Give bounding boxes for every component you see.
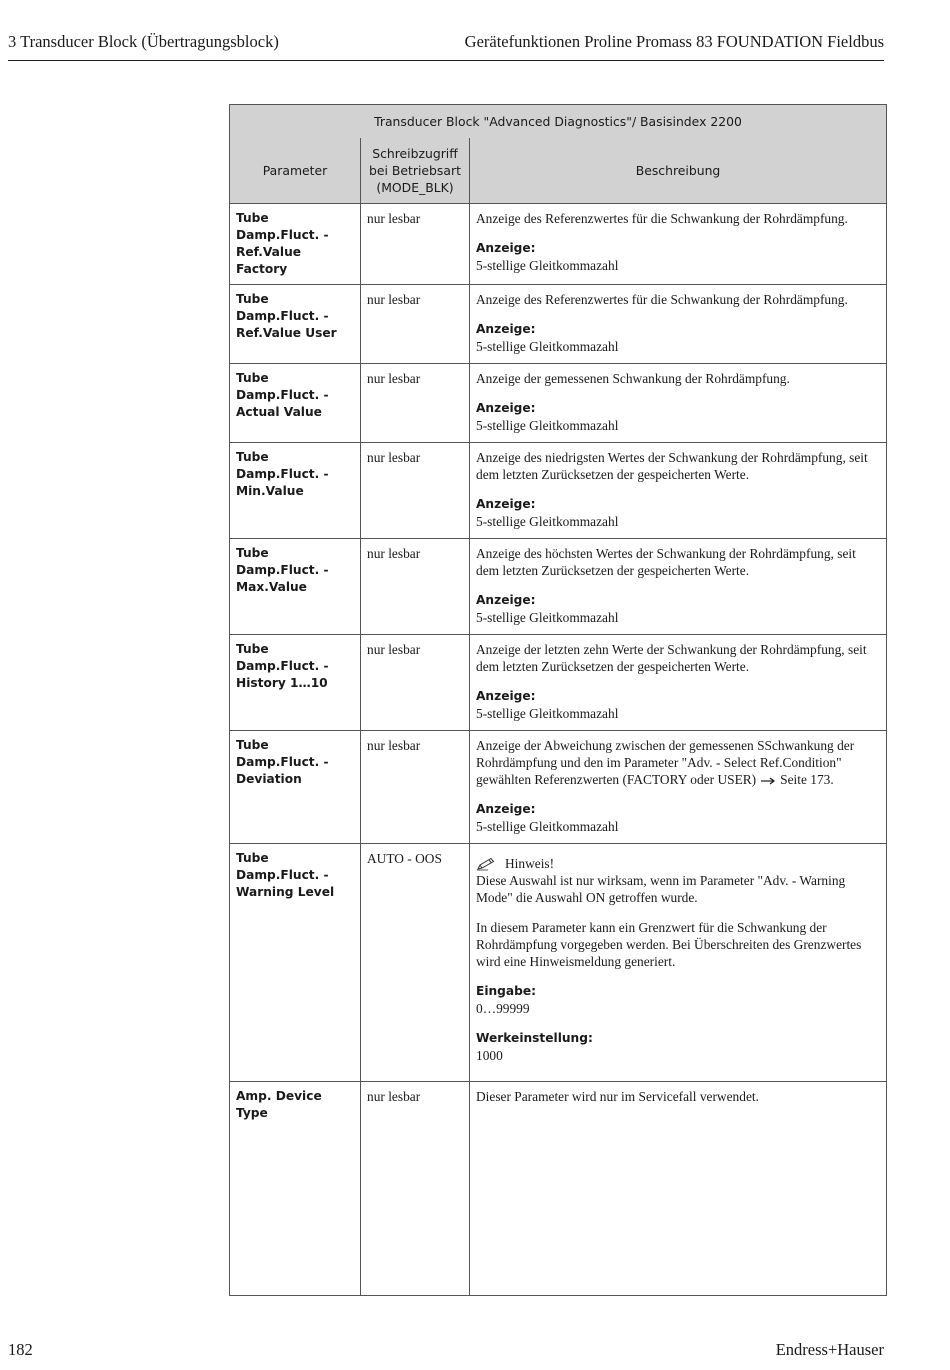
- input-label: Eingabe:: [476, 984, 536, 998]
- parameter-name: Tube Damp.Fluct. - History 1…10: [230, 635, 361, 731]
- table-title: Transducer Block "Advanced Diagnostics"/ Basisindex 2200: [230, 105, 887, 139]
- page-reference-link[interactable]: Seite 173.: [780, 772, 834, 787]
- parameter-name: Tube Damp.Fluct. - Actual Value: [230, 364, 361, 443]
- description-cell: [470, 1082, 887, 1296]
- value-label: Anzeige:: [476, 322, 536, 336]
- column-header-access: Schreibzugriff bei Betriebsart (MODE_BLK): [361, 138, 470, 204]
- value-text: 5-stellige Gleitkommazahl: [476, 258, 619, 273]
- access-mode: nur lesbar: [361, 635, 470, 731]
- description-text: Anzeige des Referenzwertes für die Schwankung der Rohrdämpfung.: [476, 211, 848, 226]
- parameter-name: Tube Damp.Fluct. - Min.Value: [230, 443, 361, 539]
- parameter-name: Tube Damp.Fluct. - Warning Level: [230, 844, 361, 1082]
- value-label: Anzeige:: [476, 241, 536, 255]
- default-label: Werkeinstellung:: [476, 1031, 593, 1045]
- description-cell: [470, 204, 887, 285]
- parameter-name: Tube Damp.Fluct. - Ref.Value Factory: [230, 204, 361, 285]
- description-cell: [470, 443, 887, 539]
- arrow-right-icon: [760, 776, 776, 786]
- description-cell: [470, 539, 887, 635]
- chapter-title: 3 Transducer Block (Übertragungsblock): [8, 32, 279, 51]
- table-row: [230, 635, 887, 731]
- value-label: Anzeige:: [476, 802, 536, 816]
- hint-title: Hinweis!: [505, 856, 555, 871]
- access-mode: nur lesbar: [361, 443, 470, 539]
- description-text: Anzeige des niedrigsten Wertes der Schwankung der Rohrdämpfung, seit dem letzten Zurücksetzen der gespeicherten Werte.: [476, 450, 868, 482]
- parameter-name: Amp. Device Type: [230, 1082, 361, 1296]
- value-text: 5-stellige Gleitkommazahl: [476, 610, 619, 625]
- value-text: 5-stellige Gleitkommazahl: [476, 514, 619, 529]
- access-mode: nur lesbar: [361, 539, 470, 635]
- table-row: [230, 204, 887, 285]
- page-header: [8, 30, 884, 61]
- table-row: [230, 1082, 887, 1296]
- parameter-name: Tube Damp.Fluct. - Ref.Value User: [230, 285, 361, 364]
- input-range: 0…99999: [476, 1001, 530, 1016]
- column-header-row: [230, 138, 887, 204]
- table-row: [230, 731, 887, 844]
- value-text: 5-stellige Gleitkommazahl: [476, 819, 619, 834]
- access-mode: nur lesbar: [361, 204, 470, 285]
- hint-heading: [476, 855, 880, 872]
- description-text: Anzeige der gemessenen Schwankung der Rohrdämpfung.: [476, 371, 790, 386]
- table-row: [230, 364, 887, 443]
- table-row: [230, 285, 887, 364]
- parameter-name: Tube Damp.Fluct. - Max.Value: [230, 539, 361, 635]
- access-mode: AUTO - OOS: [361, 844, 470, 1082]
- access-mode: nur lesbar: [361, 364, 470, 443]
- brand-name: Endress+Hauser: [775, 1340, 884, 1359]
- description-cell: [470, 285, 887, 364]
- table-row: [230, 539, 887, 635]
- table-row: [230, 443, 887, 539]
- description-text: Anzeige der Abweichung zwischen der gemessenen SSchwankung der Rohrdämpfung und den im Parameter "Adv. - Select Ref.Condition" gewählten Referenzwerten (FACTORY oder USER): [476, 738, 855, 787]
- default-value: 1000: [476, 1048, 503, 1063]
- description-text: Anzeige des höchsten Wertes der Schwankung der Rohrdämpfung, seit dem letzten Zurücksetzen der gespeicherten Werte.: [476, 546, 856, 578]
- page-number: 182: [8, 1340, 33, 1359]
- value-label: Anzeige:: [476, 497, 536, 511]
- value-text: 5-stellige Gleitkommazahl: [476, 418, 619, 433]
- parameter-name: Tube Damp.Fluct. - Deviation: [230, 731, 361, 844]
- description-cell: [470, 844, 887, 1082]
- description-cell: [470, 364, 887, 443]
- value-label: Anzeige:: [476, 593, 536, 607]
- access-mode: nur lesbar: [361, 285, 470, 364]
- document-title: Gerätefunktionen Proline Promass 83 FOUNDATION Fieldbus: [464, 32, 884, 51]
- value-text: 5-stellige Gleitkommazahl: [476, 706, 619, 721]
- description-text: In diesem Parameter kann ein Grenzwert für die Schwankung der Rohrdämpfung vorgegeben werden. Bei Überschreiten des Grenzwertes wird eine Hinweismeldung generiert.: [476, 920, 862, 969]
- access-mode: nur lesbar: [361, 731, 470, 844]
- hint-text: Diese Auswahl ist nur wirksam, wenn im Parameter "Adv. - Warning Mode" die Auswahl ON getroffen wurde.: [476, 873, 846, 905]
- column-header-description: Beschreibung: [470, 138, 887, 204]
- description-text: Anzeige des Referenzwertes für die Schwankung der Rohrdämpfung.: [476, 292, 848, 307]
- value-text: 5-stellige Gleitkommazahl: [476, 339, 619, 354]
- table-row: [230, 844, 887, 1082]
- description-cell: [470, 731, 887, 844]
- value-label: Anzeige:: [476, 689, 536, 703]
- pencil-note-icon: [476, 857, 498, 871]
- table-title-row: [230, 105, 887, 139]
- access-mode: nur lesbar: [361, 1082, 470, 1296]
- parameter-table: [229, 104, 887, 1296]
- value-label: Anzeige:: [476, 401, 536, 415]
- column-header-parameter: Parameter: [230, 138, 361, 204]
- description-text: Dieser Parameter wird nur im Servicefall verwendet.: [476, 1089, 759, 1104]
- description-cell: [470, 635, 887, 731]
- description-text: Anzeige der letzten zehn Werte der Schwankung der Rohrdämpfung, seit dem letzten Zurücksetzen der gespeicherten Werte.: [476, 642, 867, 674]
